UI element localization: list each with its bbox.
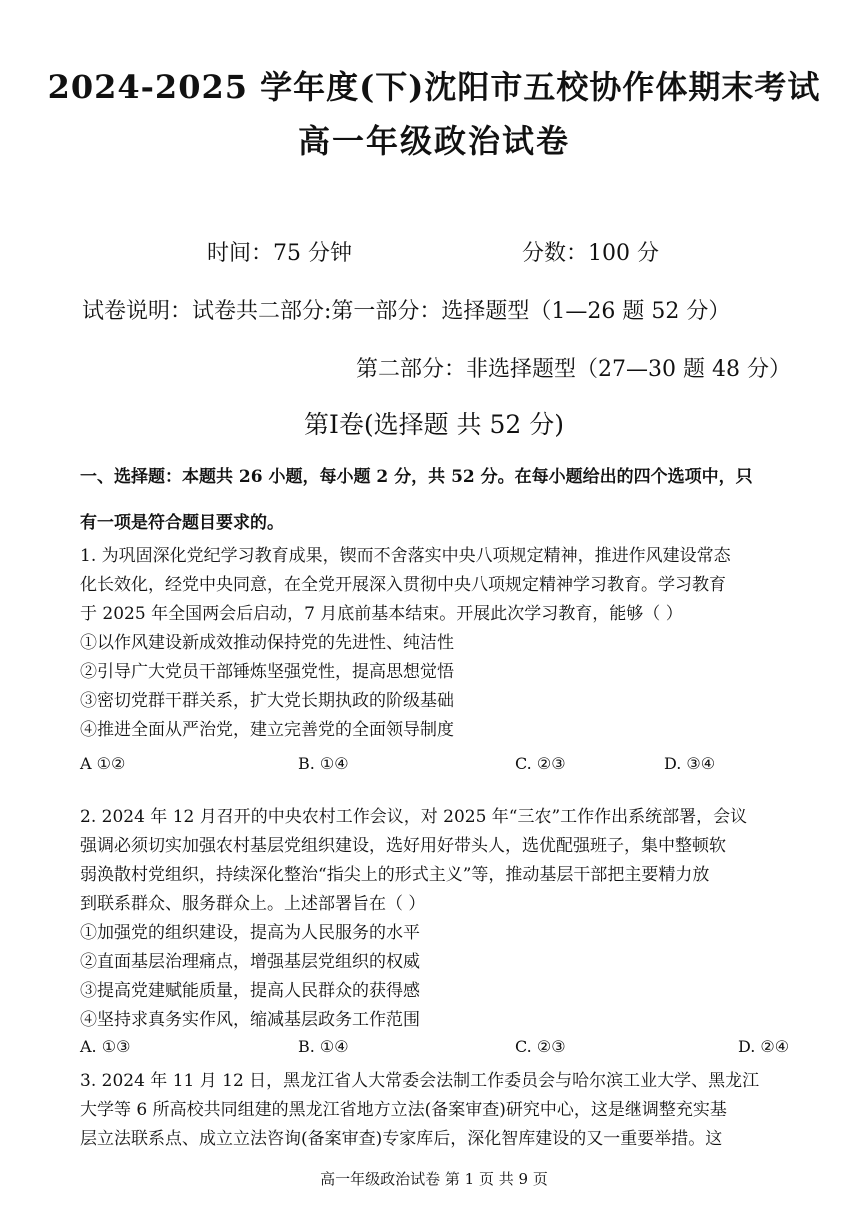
exam-time: 时间：75 分钟	[207, 241, 352, 266]
question-item: ④坚持求真务实作风，缩减基层政务工作范围	[80, 1010, 420, 1030]
exam-note-part2: 第二部分：非选择题型（27—30 题 48 分）	[356, 357, 791, 382]
option-b: B. ①④	[298, 754, 349, 773]
exam-subtitle: 高一年级政治试卷	[297, 122, 570, 160]
section-title: 第Ⅰ卷(选择题 共 52 分)	[303, 410, 565, 439]
question-line: 到联系群众、服务群众上。上述部署旨在（ ）	[80, 894, 426, 914]
question-item: ②直面基层治理痛点，增强基层党组织的权威	[80, 952, 420, 972]
question-item: ②引导广大党员干部锤炼坚强党性，提高思想觉悟	[80, 662, 454, 682]
question-item: ①加强党的组织建设，提高为人民服务的水平	[80, 923, 420, 943]
question-line: 弱涣散村党组织，持续深化整治“指尖上的形式主义”等，推动基层干部把主要精力放	[80, 865, 710, 885]
section-instruction: 一、选择题：本题共 26 小题，每小题 2 分，共 52 分。在每小题给出的四个选项中，只	[80, 467, 753, 487]
option-b: B. ①④	[298, 1037, 349, 1056]
question-line: 化长效化，经党中央同意，在全党开展深入贯彻中央八项规定精神学习教育。学习教育	[80, 575, 726, 595]
option-c: C. ②③	[515, 754, 566, 773]
exam-score: 分数：100 分	[522, 241, 659, 266]
question-line: 2. 2024 年 12 月召开的中央农村工作会议，对 2025 年“三农”工作作出系统部署，会议	[80, 807, 748, 827]
section-instruction-cont: 有一项是符合题目要求的。	[80, 513, 284, 533]
question-line: 大学等 6 所高校共同组建的黑龙江省地方立法(备案审查)研究中心，这是继调整充实基	[80, 1100, 727, 1120]
question-item: ④推进全面从严治党，建立完善党的全面领导制度	[80, 720, 454, 740]
option-d: D. ③④	[664, 754, 716, 773]
question-item: ③提高党建赋能质量，提高人民群众的获得感	[80, 981, 420, 1001]
question-line: 强调必须切实加强农村基层党组织建设，选好用好带头人，选优配强班子，集中整顿软	[80, 836, 726, 856]
question-item: ①以作风建设新成效推动保持党的先进性、纯洁性	[80, 633, 454, 653]
question-line: 3. 2024 年 11 月 12 日，黑龙江省人大常委会法制工作委员会与哈尔滨工业大学、黑龙江	[80, 1071, 760, 1091]
option-a: A ①②	[80, 754, 126, 773]
option-c: C. ②③	[515, 1037, 566, 1056]
question-line: 层立法联系点、成立立法咨询(备案审查)专家库后，深化智库建设的又一重要举措。这	[80, 1129, 723, 1149]
question-item: ③密切党群干群关系，扩大党长期执政的阶级基础	[80, 691, 454, 711]
page-footer: 高一年级政治试卷 第 1 页 共 9 页	[320, 1170, 548, 1188]
option-a: A. ①③	[80, 1037, 131, 1056]
option-d: D. ②④	[738, 1037, 790, 1056]
question-line: 1. 为巩固深化党纪学习教育成果，锲而不舍落实中央八项规定精神，推进作风建设常态	[80, 546, 731, 566]
exam-title: 2024-2025 学年度(下)沈阳市五校协作体期末考试	[47, 68, 821, 106]
question-line: 于 2025 年全国两会后启动，7 月底前基本结束。开展此次学习教育，能够（ ）	[80, 604, 683, 624]
exam-note-part1: 试卷说明：试卷共二部分:第一部分：选择题型（1—26 题 52 分）	[82, 299, 731, 324]
